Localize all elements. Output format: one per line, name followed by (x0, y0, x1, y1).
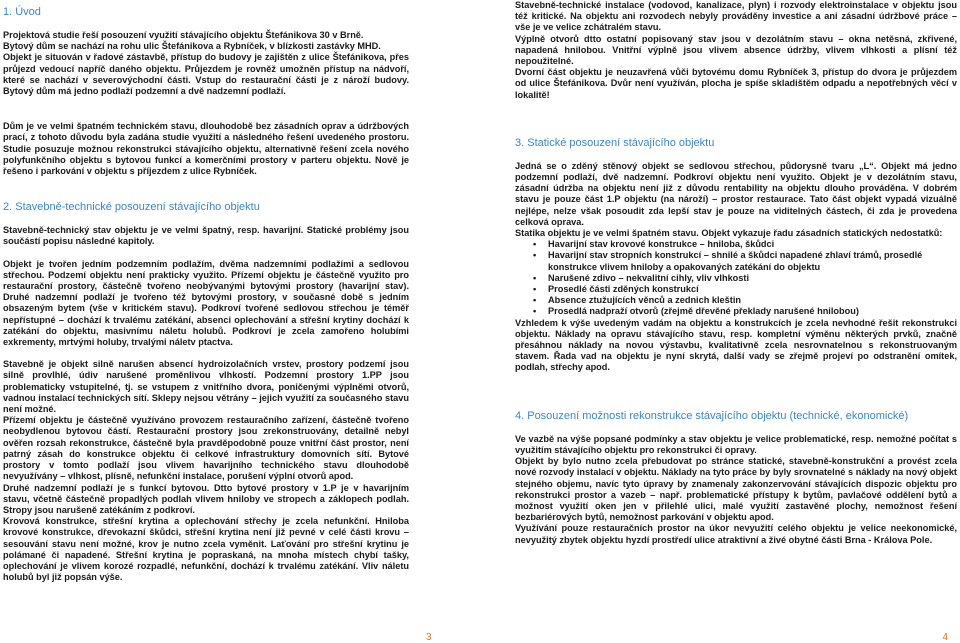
paragraph: Využívání pouze restauračních prostor na úkor nevyužití celého objektu je velice neekonomické, nevyužitý zbytek objektu hyzdí prostředí ulice atraktivní a živé obytné části Brna - Králova Pole. (515, 523, 957, 545)
bullet-icon: • (533, 306, 537, 317)
list-item (533, 284, 957, 295)
paragraph: Jedná se o zděný stěnový objekt se sedlovou střechou, půdorysně tvaru „L“. Objekt má jedno podzemní podlaží, dvě nadzemní. Podkroví objektu není využito. Objekt je v dezolátním stavu, zásadní údržba na objektu není již z důvodu rentability na objektu dlouho prováděna. V dobrém stavu je pouze část 1.P objektu (na nároží) – prostor restaurace. Tato část objekt vypadá vizuálně nejlépe, nelze však posoudit zda lepší stav je pouze na viditelných částech, či zda je provedena celková oprava. (515, 160, 957, 227)
paragraph: Druhé nadzemní podlaží je s funkcí bytovou. Dtto bytové prostory v 1.P je v havarijním stavu, včetně částečně propadlých podlah vlivem hniloby ve stropech a záklopech podlah. Stropy jsou narušeně zatékáním z podkroví. (3, 482, 409, 515)
spacer (515, 150, 957, 161)
list-item-text: Prosedlá nadpraží otvorů (zřejmě dřevěné překlady narušené hnilobou) (548, 306, 859, 317)
paragraph: Statika objektu je ve velmi špatném stavu. Objekt vykazuje řadu zásadních statických nedostatků: (515, 228, 943, 239)
paragraph: Objekt by bylo nutno zcela přebudovat po stránce statické, stavebně-konstrukční a provést zcela nové rozvody instalací v objektu. Náklady na tyto práce by byly srovnatelné s náklady na nový objekt stejného objemu, navíc tyto úpravy by znamenaly zakonzervování stávajících dispozic objektu pro rekonstrukci prostor a vazeb – např. problematické přístupy k bytům, pavlačové oddělení bytů a možnost využití oken jen v přilehlé ulici, malé využití zastavěné plochy, nemožnost řešení bezbariérových bytů, nemožnost parkování v objektu apod. (515, 456, 957, 523)
spacer (3, 19, 409, 30)
spacer (3, 214, 409, 225)
page-number: 3 (426, 631, 432, 643)
list-item-text: Prosedlé části zděných konstrukcí (548, 284, 699, 295)
list-item-text: Absence ztužujících věnců a zednich kleštin (548, 295, 741, 306)
defect-list (515, 239, 957, 317)
bullet-icon: • (533, 284, 537, 295)
paragraph: Krovová konstrukce, střešní krytina a oplechování střechy je zcela nefunkční. Hniloba krovové konstrukce, dřevokazní škůdci, střešní krytina není již pevné v celé části krovu – sesouvání stavu není možné, krov je nutno zcela vyměnit. Laťování pro střešní krytinu je polámané či napadené. Střešní krytina je popraskaná, na mnoha místech chybí tašky, oplechování je vlivem korozé rozpadlé, nefunkční, dochází k trvalému zatékání. Vliv náletu holubů byl již popsán výše. (3, 516, 409, 583)
spacer (515, 423, 957, 434)
paragraph: Objekt je tvořen jedním podzemním podlažím, dvěma nadzemními podlažími a sedlovou střechou. Podzemí objektu není prakticky využito. Přízemí objektu je částečně využito pro restaurační prostory, částečně tvořeno neobývanými bytovými prostory (havarijní stav). Druhé nadzemní podlaží je tvořeno též bytovými prostory, v současné době s jedním obsazeným bytem (vše v kritickém stavu). Podkroví tvořené sedlovou střechou je téměř nepřístupné – dochází k trvalému zatékání, absenci oplechování a střešní krytiny dochází k zatékání do objektu, masivnímu náletu holubů. Podkroví je zcela zamořeno holubími exkrementy, mrtvými holuby, trvalými náletv ptactva. (3, 258, 409, 348)
section-heading-uvod: 1. Úvod (3, 6, 41, 18)
paragraph: Objekt je situován v řadové zástavbě, přístup do budovy je zajištěn z ulice Štefánikova, přes průjezd vedoucí napříč daného objektu. Průjezdem je rovněž umožněn přístup na nádvoří, které se nachází v severovýchodní části. Vstup do restaurační části je z nároží budovy. Bytový dům má jedno podlaží podzemní a dvě nadzemní podlaží. (3, 52, 409, 97)
bullet-icon: • (533, 250, 537, 261)
bullet-icon: • (533, 295, 537, 306)
bullet-icon: • (533, 272, 537, 283)
spacer (3, 248, 409, 259)
paragraph: Ve vazbě na výše popsané podmínky a stav objektu je velice problematické, resp. nemožné počítat s využitím stávajícího objektu pro rekonstrukci či opravy. (515, 433, 957, 455)
list-item (533, 272, 957, 284)
spacer (515, 101, 957, 137)
paragraph: Dům je ve velmi špatném technickém stavu, dlouhodobě bez zásadních oprav a údržbových prací, z tohoto důvodu byla zadána studie využití a následného řešení uvedeného prostoru. Studie posuzuje možnou rekonstrukci stávajícího objektu, alternativně řešení zcela nového polyfunkčního objektu s bytovou funkcí a komerčními prostory v parteru objektu. Nově je řešeno i parkování v objektu s příjezdem z ulice Rybníček. (3, 121, 409, 177)
spacer (515, 374, 957, 410)
page-number: 4 (942, 631, 948, 643)
spacer (3, 348, 409, 359)
paragraph: Vzhledem k výše uvedeným vadám na objektu a konstrukcích je zcela nevhodné řešit rekonstrukci objektu. Náklady na opravu stávajícího stavu, resp. kompletní výměnu některých prvků, značně přesáhnou náklady na novou výstavbu, kvalitativně zcela nesrovnatelnou s rekonstruovaným stavem. Řada vad na objektu je nyní skrytá, další vady se zřejmě projeví po odstranění omítek, podlah, střechy apod. (515, 317, 957, 373)
section-heading-staticke-posouzeni: 3. Statické posouzení stávajícího objektu (515, 136, 715, 149)
section-heading-stavebne-technicke: 2. Stavebně-technické posouzení stávajícího objektu (3, 201, 260, 214)
list-item-text: Havarijní stav krovové konstrukce – hniloba, škůdci (548, 239, 775, 250)
paragraph: Stavebně-technické instalace (vodovod, kanalizace, plyn) i rozvody elektroinstalace v objektu jsou též kritické. Na objektu ani rozvodech nebyly prováděny investice a ani zásadní údržbové práce – vše je ve velice zchátralém stavu. (515, 0, 957, 33)
paragraph: Stavebně-technický stav objektu je ve velmi špatný, resp. havarijní. Statické problémy jsou součástí popisu následné kapitoly. (3, 225, 409, 247)
list-item-text: Havarijní stav stropních konstrukcí – shnilé a škůdci napadené zhlaví trámů, prosedlé konstrukce vlivem hniloby a opakovaných zatékání do objektu (548, 250, 923, 272)
paragraph: Přízemí objektu je částečně využíváno provozem restauračního zařízení, částečně tvořeno neobydlenou bytovou částí. Restaurační prostory jsou zrekonstruovány, detailně nebyl ověřen rozsah rekonstrukce, částečně byla pravděpodobně pouze vnitřní část prostor, není patrný zásah do konstrukce objektu či celkové infrastruktury domovních sítí. Bytové prostory v tomto podlaží jsou vlivem havarijního technického stavu dlouhodobě nevyužívány – vlhkost, plísně, nefunkční instalace, porušení výplní otvorů apod. (3, 415, 409, 482)
list-item-text: Narušené zdivo – nekvalitní cihly, vliv vlhkosti (548, 272, 750, 283)
list-item (533, 250, 957, 272)
section-heading-posouzeni-moznosti: 4. Posouzení možnosti rekonstrukce stávajícího objektu (technické, ekonomické) (515, 409, 909, 422)
paragraph: Výplně otvorů dtto ostatní popisovaný stav jsou v dezolátním stavu – okna netěsná, zkřivené, napadená hnilobou. Vnitřní výplně jsou vlivem absence údržby, vlivem vlhkosti a plísní též nepoužitelné. (515, 33, 957, 67)
paragraph: Bytový dům se nachází na rohu ulic Štefánikova a Rybníček, v blízkosti zastávky MHD. (3, 41, 381, 52)
paragraph: Dvorní část objektu je neuzavřená vůči bytovému domu Rybníček 3, přístup do dvora je průjezdem od ulice Štefánikova. Dvůr není využíván, plocha je spíše skladištěm odpadu a nepotřebných věcí v lokalitě! (515, 67, 957, 100)
bullet-icon: • (533, 239, 537, 250)
page-right (480, 0, 960, 643)
list-item (533, 306, 957, 317)
spacer (3, 177, 409, 201)
paragraph: Projektová studie řeší posouzení využití stávajícího objektu Štefánikova 30 v Brně. (3, 30, 364, 40)
paragraph: Stavebně je objekt silně narušen absencí hydroizolačních vrstev, prostory podzemí jsou silně provlhlé, údiv narušené proměnlivou vlhkostí. Podzemní prostory 1.PP jsou problematicky vstupitelné, tj. se vstupem z vnitřního dvora, poničenými výplněmi otvorů, vadnou instalací technických sítí. Sklepy nejsou větrány – jejich využití za současného stavu není možné. (3, 359, 409, 415)
list-item (533, 239, 957, 250)
spacer (3, 97, 409, 121)
list-item (533, 295, 957, 306)
